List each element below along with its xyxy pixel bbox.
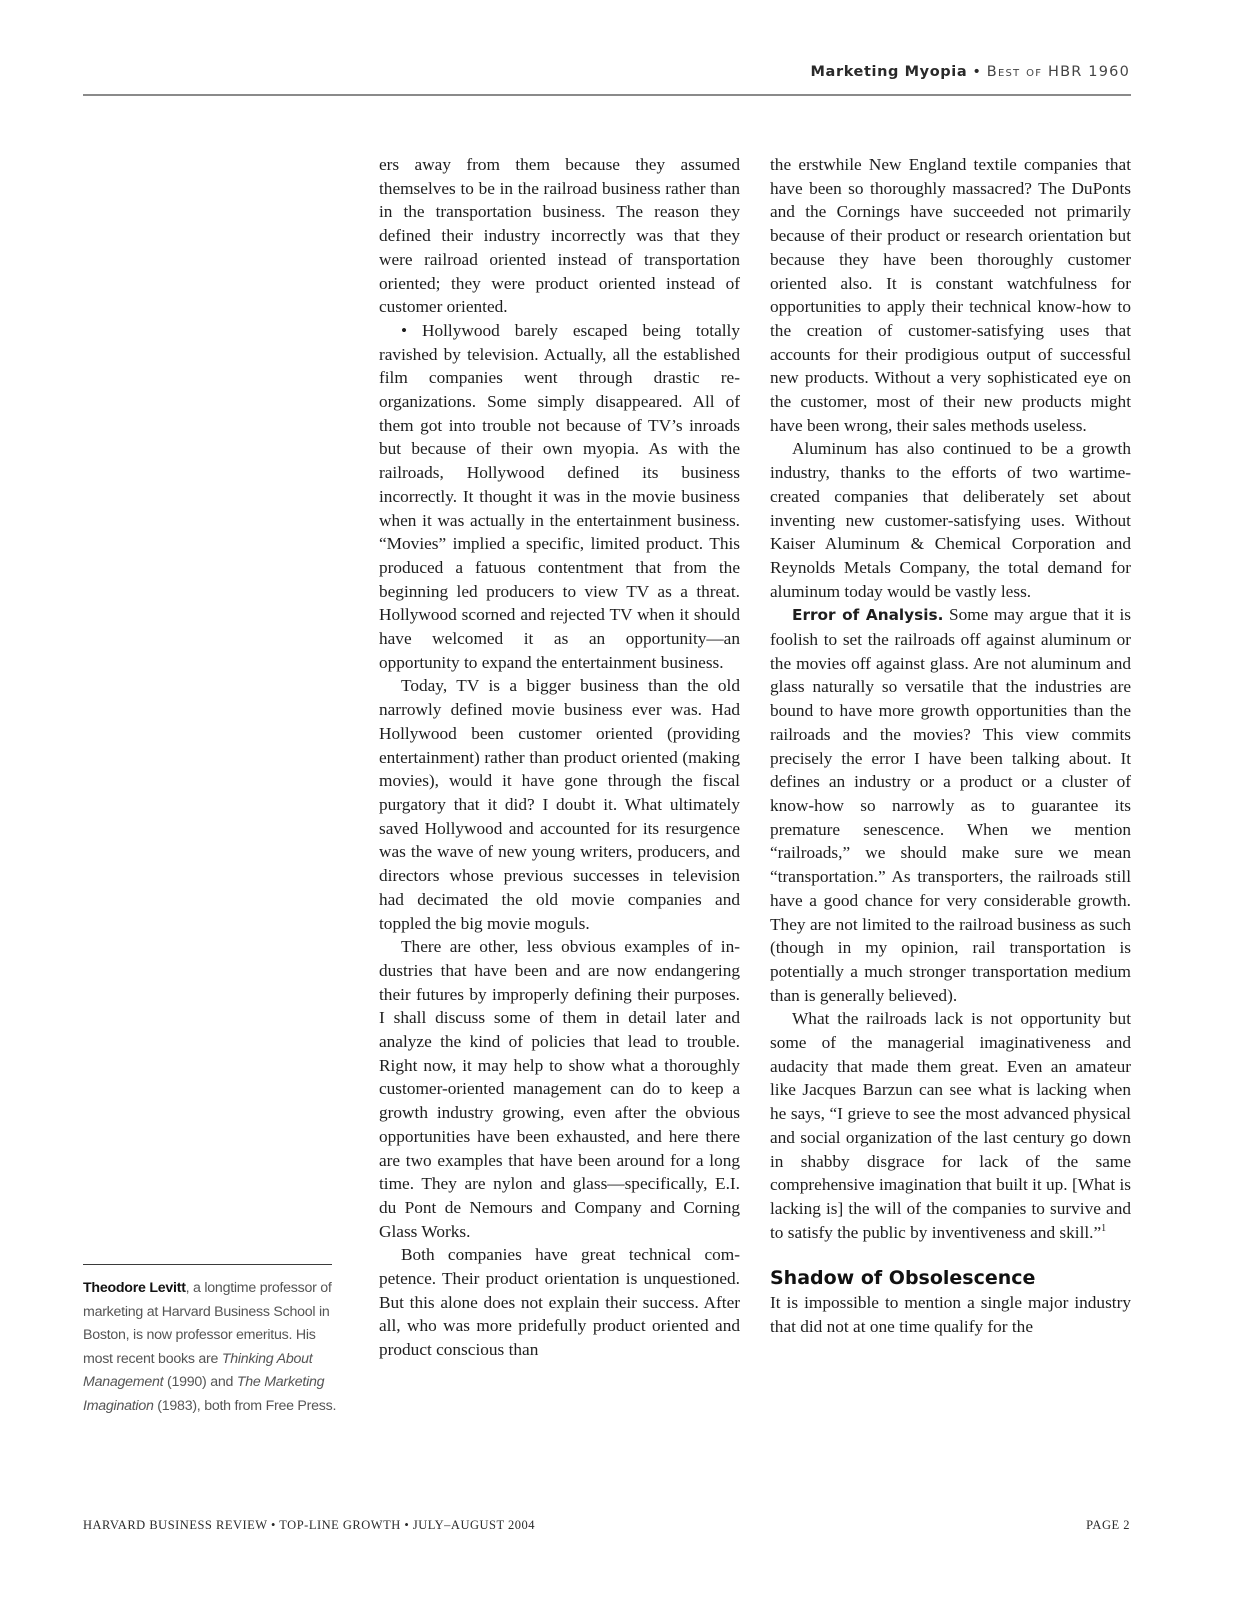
bullet-paragraph-hollywood: • Hollywood barely escaped being totally ravished by television. Actually, all the established film companies went through drastic reorganizations. Some simply disappeared. All of them got into trouble not because of TV’s inroads but because of their own myopia. As with the railroads, Hollywood defined its business incorrectly. It thought it was in the movie business when it was actually in the entertainment business. “Movies” implied a specific, limited product. This produced a fatuous contentment that from the beginning led producers to view TV as a threat. Hollywood scorned and rejected TV when it should have welcomed it as an opportunity—an opportunity to expand the entertainment business. [379, 320, 740, 672]
bio-text: , a longtime professor of marketing at Harvard Business School in Boston, is now professor emeritus. His most recent books are [83, 1280, 332, 1367]
paragraph: It is impossible to mention a single major industry that did not at one time qualify for the [770, 1293, 1131, 1337]
footnote-marker[interactable]: 1 [1101, 1222, 1107, 1234]
book-title: Thinking About Management [83, 1350, 313, 1391]
article-title: Marketing Myopia [810, 64, 968, 80]
header-rule [83, 94, 1131, 96]
runin-heading: Error of Analysis. [792, 606, 944, 625]
bio-text: (1983), both from Free Press. [153, 1397, 337, 1414]
paragraph: the erstwhile New England textile companies that have been so thoroughly massacred? The DuPonts and the Cornings have succeeded not primarily because of their product or research orientation but because they have been thoroughly customer oriented also. It is constant watchfulness for opportunities to apply their technical know-how to the creation of customer-satisfying uses that accounts for their prodigious output of successful new products. Without a very sophisticated eye on the customer, most of their new products might have been wrong, their sales methods useless. [770, 155, 1131, 435]
author-bio [83, 1277, 338, 1419]
series-label: Best of HBR 1960 [986, 64, 1130, 80]
paragraph-barzun-quote [770, 1007, 1131, 1244]
paragraph-error-of-analysis [770, 603, 1131, 1007]
running-head [811, 64, 1130, 80]
author-name: Theodore Levitt [83, 1280, 186, 1296]
paragraph: Both companies have great technical competence. Their product orientation is unquestioned. But this alone does not explain their success. After all, who was more pridefully product oriented and product conscious than [379, 1245, 740, 1360]
bio-text: (1990) and [163, 1374, 237, 1391]
paragraph: Today, TV is a bigger business than the old narrowly defined movie business ever was. Had Hollywood been customer oriented (providing entertainment) rather than product oriented (making movies), would it have gone through the fiscal purgatory that it did? I doubt it. What ultimately saved Hollywood and accounted for its resurgence was the wave of new young writers, producers, and directors whose previous successes in television had decimated the old movie companies and toppled the big movie moguls. [379, 676, 740, 933]
section-heading: Shadow of Obsolescence [770, 1267, 1036, 1290]
paragraph-text: Some may argue that it is foolish to set the railroads off against aluminum or the movies off against glass. Are not aluminum and glass naturally so versatile that the industries are bound to have more growth opportunities than the railroads and the movies? This view commits precisely the error I have been talking about. It defines an industry or a product or a cluster of know-how so narrowly as to guarantee its premature senescence. When we mention “railroads,” we should make sure we mean “transportation.” As transporters, the railroads still have a good chance for very considerable growth. They are not limited to the railroad business as such (though in my opinion, rail transportation is potentially a much stronger transportation medium than is generally believed). [770, 605, 1131, 1005]
bio-rule [83, 1264, 332, 1265]
paragraph: ers away from them because they assumed themselves to be in the railroad business rather than in the transportation business. The reason they defined their industry incorrectly was that they were railroad oriented instead of transportation oriented; they were product oriented instead of customer oriented. [379, 155, 740, 317]
body-column-1 [379, 153, 740, 1362]
paragraph: Aluminum has also continued to be a growth industry, thanks to the efforts of two wartime-created companies that deliberately set about inventing new customer-satisfying uses. Without Kaiser Aluminum & Chemical Corporation and Reynolds Metals Company, the total demand for aluminum today would be vastly less. [770, 439, 1131, 601]
body-column-2 [770, 153, 1131, 1339]
book-title: The Marketing Imagination [83, 1374, 325, 1414]
footer-publication: HARVARD BUSINESS REVIEW • TOP-LINE GROWTH • JULY–AUGUST 2004 [83, 1518, 536, 1532]
page-number: PAGE 2 [1086, 1518, 1130, 1532]
paragraph: There are other, less obvious examples of industries that have been and are now endangering their futures by improperly defining their purposes. I shall discuss some of them in detail later and analyze the kind of policies that lead to trouble. Right now, it may help to show what a thoroughly customer-oriented management can do to keep a growth industry growing, even after the obvious opportunities have been exhausted, and here there are two examples that have been around for a long time. They are nylon and glass—specifically, E.I. du Pont de Nemours and Company and Corning Glass Works. [379, 937, 740, 1241]
header-separator: • [967, 64, 987, 80]
paragraph-text: What the railroads lack is not opportunity but some of the managerial imaginativeness and audacity that made them great. Even an amateur like Jacques Barzun can see what is lacking when he says, “I grieve to see the most advanced physical and social organization of the last century go down in shabby disgrace for lack of the same comprehensive imagination that built it up. [What is lacking is] the will of the companies to survive and to satisfy the public by inventiveness and skill.” [770, 1009, 1131, 1242]
